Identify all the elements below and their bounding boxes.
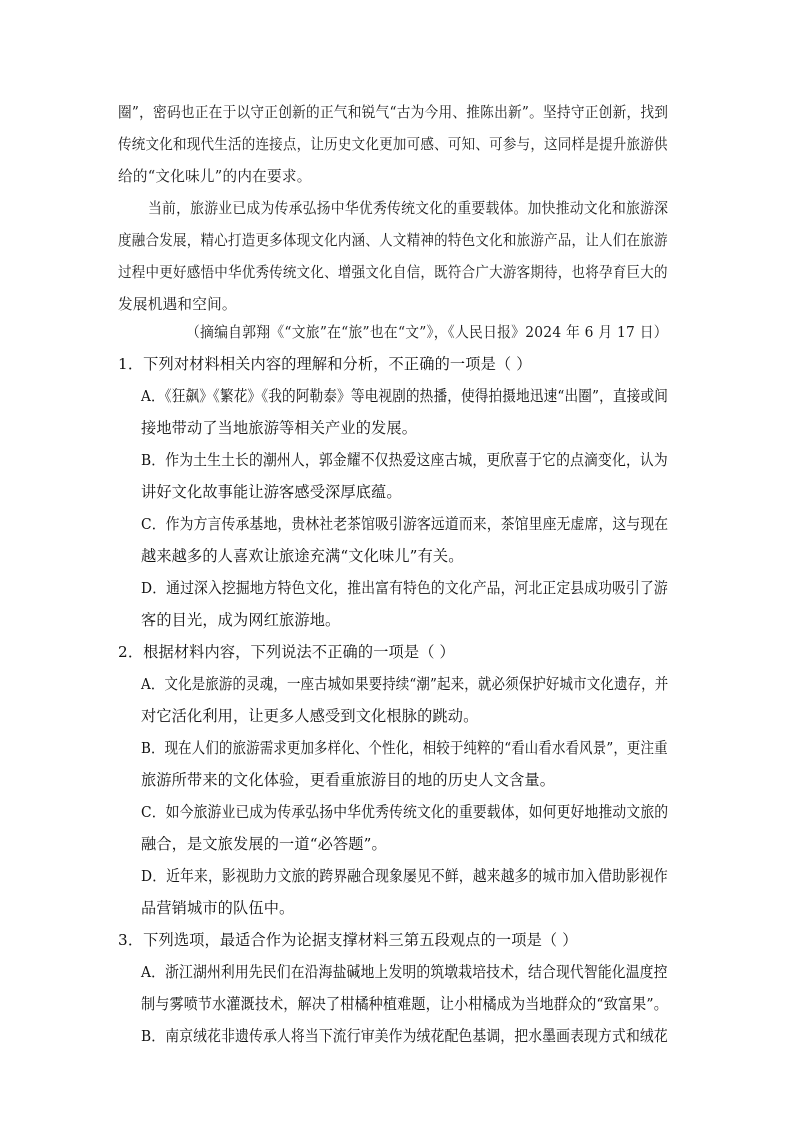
question-2-option-a-line1: A．文化是旅游的灵魂，一座古城如果要持续“潮”起来，就必须保护好城市文化遗存，并 [141,675,669,693]
question-2-option-c-line1: C．如今旅游业已成为传承弘扬中华优秀传统文化的重要载体，如何更好地推动文旅的 [141,803,669,821]
question-2-option-b-line2: 旅游所带来的文化体验，更看重旅游目的地的历史人文含量。 [141,771,556,789]
passage-source-citation: （摘编自郭翔《“文旅”在“旅”也在“文”》，《人民日报》2024 年 6 月 17 日） [186,324,668,341]
passage-p1-line1: 圈”，密码也正在于以守正创新的正气和锐气“古为今用、推陈出新”。坚持守正创新，找到 [118,104,669,121]
question-2-option-b-line1: B．现在人们的旅游需求更加多样化、个性化，相较于纯粹的“看山看水看风景”，更注重 [141,739,668,757]
question-1-option-d-line2: 客的目光，成为网红旅游地。 [141,611,341,629]
question-1-option-a-line2: 接地带动了当地旅游等相关产业的发展。 [141,419,418,437]
question-3-option-a-line2: 制与雾喷节水灌溉技术，解决了柑橘种植难题，让小柑橘成为当地群众的“致富果”。 [141,995,668,1013]
passage-p2-line2: 度融合发展，精心打造更多体现文化内涵、人文精神的特色文化和旅游产品，让人们在旅游 [118,232,668,249]
question-2-option-c-line2: 融合，是文旅发展的一道“必答题”。 [141,835,387,853]
question-3-stem: 3．下列选项，最适合作为论据支撑材料三第五段观点的一项是（ ） [118,931,578,949]
passage-p1-line3: 给的“文化味儿”的内在要求。 [118,168,312,185]
question-1-option-c-line1: C．作为方言传承基地，贵林社老茶馆吸引游客远道而来，茶馆里座无虚席，这与现在 [141,515,669,533]
passage-p1-line2: 传统文化和现代生活的连接点，让历史文化更加可感、可知、可参与，这同样是提升旅游供 [118,136,668,153]
question-1-stem: 1．下列对材料相关内容的理解和分析，不正确的一项是（ ） [118,355,532,373]
question-3-option-a-line1: A．浙江湖州利用先民们在沿海盐碱地上发明的筑墩栽培技术，结合现代智能化温度控 [141,963,668,981]
question-2-stem: 2．根据材料内容，下列说法不正确的一项是（ ） [118,643,455,661]
passage-p2-line3: 过程中更好感悟中华优秀传统文化、增强文化自信，既符合广大游客期待，也将孕育巨大的 [118,264,668,281]
question-1-option-b-line2: 讲好文化故事能让游客感受深厚底蕴。 [141,483,402,501]
question-2-option-a-line2: 对它活化利用，让更多人感受到文化根脉的跳动。 [141,707,479,725]
question-1-option-c-line2: 越来越多的人喜欢让旅途充满“文化味儿”有关。 [141,547,464,565]
question-3-option-b-line1: B．南京绒花非遗传承人将当下流行审美作为绒花配色基调，把水墨画表现方式和绒花 [141,1027,668,1045]
passage-p2-line1: 当前，旅游业已成为传承弘扬中华优秀传统文化的重要载体。加快推动文化和旅游深 [148,200,669,217]
question-1-option-b-line1: B．作为土生土长的潮州人，郭金耀不仅热爱这座古城，更欣喜于它的点滴变化，认为 [141,451,668,469]
question-2-option-d-line1: D．近年来，影视助力文旅的跨界融合现象屡见不鲜，越来越多的城市加入借助影视作 [141,867,668,885]
question-1-option-d-line1: D．通过深入挖掘地方特色文化，推出富有特色的文化产品，河北正定县成功吸引了游 [141,579,668,597]
question-1-option-a-line1: A．《狂飙》《繁花》《我的阿勒泰》等电视剧的热播，使得拍摄地迅速“出圈”，直接或间 [141,387,668,405]
question-2-option-d-line2: 品营销城市的队伍中。 [141,899,295,917]
passage-p2-line4: 发展机遇和空间。 [118,296,237,313]
